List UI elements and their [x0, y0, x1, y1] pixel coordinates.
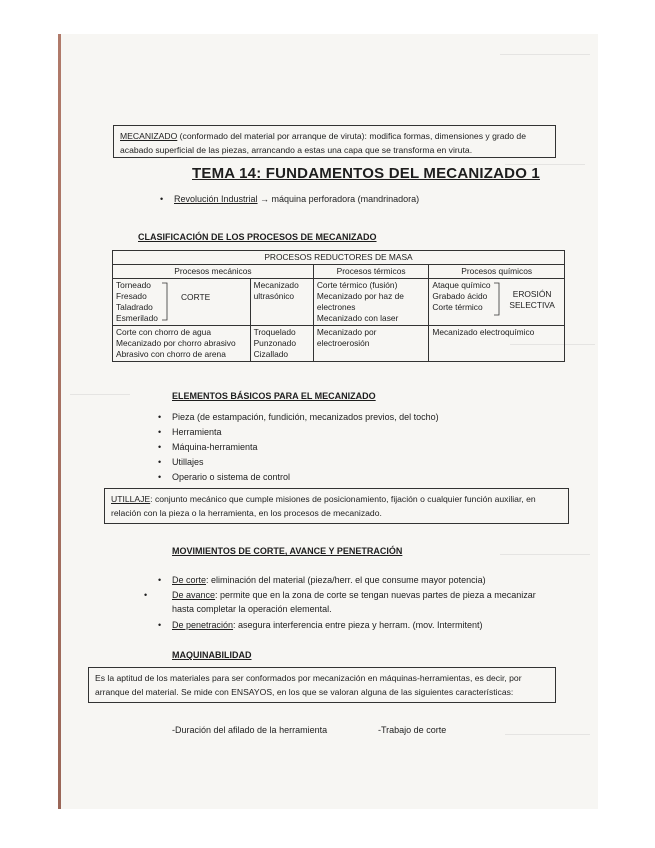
list-item: • Herramienta — [158, 425, 439, 440]
process-table — [112, 250, 565, 362]
definition-box — [113, 125, 556, 158]
mec-cell-1 — [113, 279, 251, 326]
elements-list — [158, 410, 439, 485]
revolution-line — [160, 193, 419, 206]
bullet-icon: • — [144, 590, 148, 600]
quim-cell-1 — [429, 279, 565, 326]
list-item: Mecanizado por haz de — [316, 291, 404, 301]
bullet-icon: • — [158, 575, 162, 585]
list-item: Cizallado — [253, 349, 289, 359]
mec-cell-2 — [113, 326, 251, 362]
machinability-text: Es la aptitud de los materiales para ser conformados por mecanización en máquinas-herramientas, es decir, por arranque del material. Se mide con ENSAYOS, en los que se valoran alguna de las siguientes características: — [95, 673, 522, 697]
erosion-line: SELECTIVA — [509, 300, 555, 310]
list-item: • Pieza (de estampación, fundición, mecanizados previos, del tocho) — [158, 410, 439, 425]
list-item: • Utillajes — [158, 455, 439, 470]
list-item: electroerosión — [316, 338, 370, 348]
list-item: Mecanizado con laser — [316, 313, 399, 323]
term-cell-1 — [313, 279, 429, 326]
bullet-icon: • — [160, 194, 164, 204]
bracket-icon — [493, 282, 503, 318]
col-mecanicos: Procesos mecánicos — [113, 265, 314, 279]
col-termicos: Procesos térmicos — [313, 265, 429, 279]
bullet-icon: • — [158, 412, 162, 422]
list-item: Fresado — [116, 291, 147, 301]
bullet-icon: • — [158, 427, 162, 437]
list-item: Abrasivo con chorro de arena — [116, 349, 226, 359]
revolution-text: → máquina perforadora (mandrinadora) — [257, 194, 420, 204]
utillaje-term: UTILLAJE — [111, 494, 151, 504]
machinability-heading: MAQUINABILIDAD — [172, 650, 252, 660]
erosion-label — [509, 289, 554, 311]
bullet-icon: • — [158, 457, 162, 467]
movements-heading: MOVIMIENTOS DE CORTE, AVANCE Y PENETRACIÓN — [172, 546, 403, 556]
list-item: Mecanizado por chorro abrasivo — [116, 338, 236, 348]
utillaje-text: : conjunto mecánico que cumple misiones de posicionamiento, fijación o cualquier función auxiliar, en relación con la pieza o la herramienta, en los procesos de mecanizado. — [111, 494, 536, 518]
definition-term: MECANIZADO — [120, 131, 178, 141]
quim-cell-2: Mecanizado electroquímico — [429, 326, 565, 362]
list-item: • Máquina-herramienta — [158, 440, 439, 455]
list-item: Grabado ácido — [432, 291, 488, 301]
list-item: Torneado — [116, 280, 151, 290]
bracket-icon — [161, 282, 171, 322]
bullet-icon: • — [158, 620, 162, 630]
list-item: • De penetración: asegura interferencia entre pieza y herram. (mov. Intermitent) — [158, 620, 483, 630]
list-item: ultrasónico — [253, 291, 295, 301]
list-item: Punzonado — [253, 338, 296, 348]
list-item: electrones — [316, 302, 356, 312]
list-item: Corte con chorro de agua — [116, 327, 211, 337]
classification-heading: CLASIFICACIÓN DE LOS PROCESOS DE MECANIZADO — [138, 232, 377, 242]
list-item: Mecanizado por — [316, 327, 377, 337]
list-item: Esmerilado — [116, 313, 158, 323]
movements-list — [144, 573, 538, 632]
revolution-link: Revolución Industrial — [174, 194, 258, 204]
erosion-line: EROSIÓN — [512, 289, 552, 299]
list-item: Mecanizado — [253, 280, 299, 290]
table-header: PROCESOS REDUCTORES DE MASA — [113, 251, 565, 265]
bullet-icon: • — [158, 442, 162, 452]
mec2-cell-2 — [250, 326, 313, 362]
bullet-icon: • — [158, 472, 162, 482]
machinability-item-1: -Duración del afilado de la herramienta — [172, 725, 328, 735]
page-title: TEMA 14: FUNDAMENTOS DEL MECANIZADO 1 — [192, 165, 540, 182]
list-item: • Operario o sistema de control — [158, 470, 439, 485]
mec2-cell-1 — [250, 279, 313, 326]
elements-heading: ELEMENTOS BÁSICOS PARA EL MECANIZADO — [172, 391, 376, 401]
list-item: • De corte: eliminación del material (pieza/herr. el que consume mayor potencia) — [158, 575, 486, 585]
term-cell-2 — [313, 326, 429, 362]
machinability-box — [88, 667, 556, 703]
list-item: Corte térmico — [432, 302, 483, 312]
list-item: Ataque químico — [432, 280, 491, 290]
definition-text: (conformado del material por arranque de viruta): modifica formas, dimensiones y grado de acabado superficial de las piezas, arrancando a estas una capa que se transforma en viruta. — [120, 131, 526, 155]
utillaje-box — [104, 488, 569, 524]
corte-label: CORTE — [181, 292, 211, 302]
list-item: Troquelado — [253, 327, 296, 337]
machinability-item-2: -Trabajo de corte — [378, 725, 447, 735]
list-item: • De avance: permite que en la zona de corte se tengan nuevas partes de pieza a mecanizar hasta completar la operación elemental. — [144, 590, 536, 614]
col-quimicos: Procesos químicos — [429, 265, 565, 279]
list-item: Corte térmico (fusión) — [316, 280, 398, 290]
list-item: Taladrado — [116, 302, 153, 312]
